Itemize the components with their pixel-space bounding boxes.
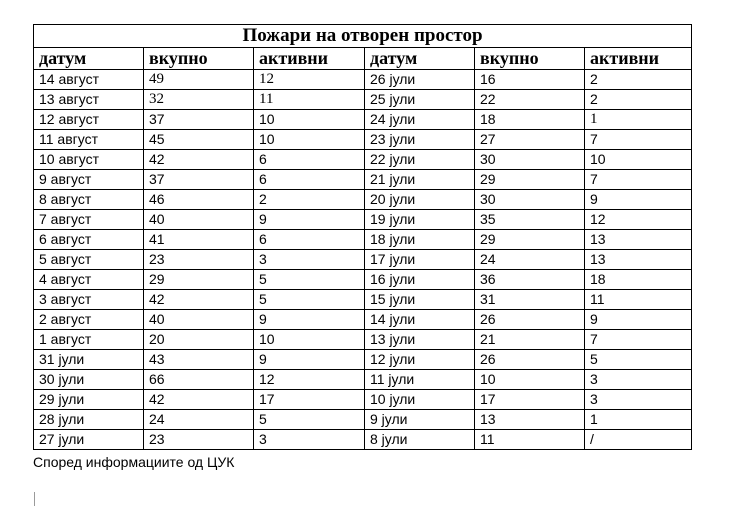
table-cell: 30 јули <box>34 370 144 390</box>
table-cell: 11 август <box>34 130 144 150</box>
column-header: вкупно <box>475 48 585 70</box>
text-cursor <box>34 492 35 506</box>
table-cell: 9 <box>585 190 692 210</box>
column-header: активни <box>254 48 365 70</box>
table-cell: 22 <box>475 90 585 110</box>
table-row <box>34 210 692 230</box>
table-row <box>34 170 692 190</box>
table-cell: 5 <box>585 350 692 370</box>
table-cell: 3 <box>254 250 365 270</box>
table-row <box>34 230 692 250</box>
table-cell: 2 <box>585 70 692 90</box>
table-row <box>34 250 692 270</box>
table-cell: 45 <box>144 130 254 150</box>
table-cell: 10 јули <box>365 390 475 410</box>
table-cell: 42 <box>144 390 254 410</box>
table-row <box>34 270 692 290</box>
table-cell: 3 август <box>34 290 144 310</box>
table-cell: 28 јули <box>34 410 144 430</box>
table-title-row <box>34 25 692 48</box>
table-cell: 18 <box>475 110 585 130</box>
table-cell: 7 <box>585 170 692 190</box>
table-cell: 29 <box>475 170 585 190</box>
table-cell: 27 <box>475 130 585 150</box>
table-cell: 6 <box>254 230 365 250</box>
table-cell: 20 <box>144 330 254 350</box>
table-cell: 26 <box>475 350 585 370</box>
table-cell: 8 јули <box>365 430 475 450</box>
table-cell: 17 <box>254 390 365 410</box>
table-cell: 13 <box>585 230 692 250</box>
table-cell: 11 <box>254 90 365 110</box>
table-cell: 11 <box>475 430 585 450</box>
table-cell: 16 <box>475 70 585 90</box>
table-body <box>34 70 692 450</box>
table-cell: 30 <box>475 190 585 210</box>
table-cell: 17 <box>475 390 585 410</box>
table-cell: 23 <box>144 430 254 450</box>
table-cell: 11 јули <box>365 370 475 390</box>
table-cell: 49 <box>144 70 254 90</box>
table-cell: 10 <box>254 330 365 350</box>
document-page <box>33 24 691 471</box>
table-row <box>34 130 692 150</box>
table-cell: 46 <box>144 190 254 210</box>
table-cell: 11 <box>585 290 692 310</box>
table-cell: 14 јули <box>365 310 475 330</box>
table-cell: 5 <box>254 290 365 310</box>
table-cell: 1 <box>585 110 692 130</box>
table-cell: 21 <box>475 330 585 350</box>
source-caption: Според информациите од ЦУК <box>33 454 235 470</box>
table-cell: 3 <box>254 430 365 450</box>
table-cell: 12 август <box>34 110 144 130</box>
table-row <box>34 370 692 390</box>
table-cell: 12 јули <box>365 350 475 370</box>
table-cell: 6 август <box>34 230 144 250</box>
table-cell: 18 <box>585 270 692 290</box>
column-header: датум <box>365 48 475 70</box>
table-cell: 1 август <box>34 330 144 350</box>
table-cell: 5 <box>254 270 365 290</box>
table-cell: 10 <box>585 150 692 170</box>
table-cell: 4 август <box>34 270 144 290</box>
table-row <box>34 70 692 90</box>
table-cell: 21 јули <box>365 170 475 190</box>
table-cell: 10 август <box>34 150 144 170</box>
table-cell: 2 <box>585 90 692 110</box>
table-cell: 7 август <box>34 210 144 230</box>
table-row <box>34 330 692 350</box>
table-cell: 37 <box>144 110 254 130</box>
table-cell: 9 <box>585 310 692 330</box>
table-row <box>34 190 692 210</box>
table-cell: 3 <box>585 370 692 390</box>
table-cell: 10 <box>475 370 585 390</box>
table-cell: 13 август <box>34 90 144 110</box>
table-cell: 5 <box>254 410 365 430</box>
table-cell: 7 <box>585 130 692 150</box>
table-cell: 13 <box>475 410 585 430</box>
table-cell: 6 <box>254 170 365 190</box>
table-row <box>34 110 692 130</box>
table-cell: 27 јули <box>34 430 144 450</box>
table-cell: 35 <box>475 210 585 230</box>
table-cell: 13 <box>585 250 692 270</box>
table-row <box>34 430 692 450</box>
table-header-row <box>34 48 692 70</box>
table-cell: 3 <box>585 390 692 410</box>
column-header: активни <box>585 48 692 70</box>
table-cell: 31 јули <box>34 350 144 370</box>
table-cell: 8 август <box>34 190 144 210</box>
table-cell: 2 август <box>34 310 144 330</box>
table-cell: 9 <box>254 310 365 330</box>
column-header: датум <box>34 48 144 70</box>
table-cell: 22 јули <box>365 150 475 170</box>
table-cell: 24 <box>475 250 585 270</box>
table-row <box>34 150 692 170</box>
table-cell: 31 <box>475 290 585 310</box>
table-cell: 9 <box>254 210 365 230</box>
column-header: вкупно <box>144 48 254 70</box>
table-cell: 24 јули <box>365 110 475 130</box>
table-cell: 32 <box>144 90 254 110</box>
table-cell: 16 јули <box>365 270 475 290</box>
table-cell: 40 <box>144 310 254 330</box>
table-cell: 13 јули <box>365 330 475 350</box>
table-cell: 29 <box>144 270 254 290</box>
table-cell: 42 <box>144 150 254 170</box>
fires-table <box>33 24 692 450</box>
table-cell: 23 јули <box>365 130 475 150</box>
table-cell: 12 <box>585 210 692 230</box>
table-cell: 5 август <box>34 250 144 270</box>
table-cell: 2 <box>254 190 365 210</box>
table-cell: 36 <box>475 270 585 290</box>
table-cell: 66 <box>144 370 254 390</box>
table-row <box>34 350 692 370</box>
table-cell: 37 <box>144 170 254 190</box>
table-cell: 25 јули <box>365 90 475 110</box>
table-cell: 7 <box>585 330 692 350</box>
table-cell: 26 <box>475 310 585 330</box>
table-cell: 41 <box>144 230 254 250</box>
table-row <box>34 90 692 110</box>
table-cell: 10 <box>254 130 365 150</box>
table-cell: 1 <box>585 410 692 430</box>
table-title: Пожари на отворен простор <box>34 25 692 48</box>
table-cell: 14 август <box>34 70 144 90</box>
table-cell: 42 <box>144 290 254 310</box>
table-cell: 9 <box>254 350 365 370</box>
table-cell: 26 јули <box>365 70 475 90</box>
table-cell: 10 <box>254 110 365 130</box>
table-row <box>34 290 692 310</box>
table-row <box>34 410 692 430</box>
table-cell: 6 <box>254 150 365 170</box>
table-cell: 12 <box>254 70 365 90</box>
table-cell: 29 <box>475 230 585 250</box>
table-cell: 18 јули <box>365 230 475 250</box>
table-cell: 9 август <box>34 170 144 190</box>
table-cell: 19 јули <box>365 210 475 230</box>
table-cell: 40 <box>144 210 254 230</box>
table-cell: 12 <box>254 370 365 390</box>
table-cell: 15 јули <box>365 290 475 310</box>
table-cell: 20 јули <box>365 190 475 210</box>
table-cell: 29 јули <box>34 390 144 410</box>
table-cell: 24 <box>144 410 254 430</box>
table-cell: 9 јули <box>365 410 475 430</box>
table-cell: / <box>585 430 692 450</box>
table-cell: 17 јули <box>365 250 475 270</box>
table-cell: 30 <box>475 150 585 170</box>
table-cell: 43 <box>144 350 254 370</box>
table-row <box>34 390 692 410</box>
table-cell: 23 <box>144 250 254 270</box>
table-row <box>34 310 692 330</box>
